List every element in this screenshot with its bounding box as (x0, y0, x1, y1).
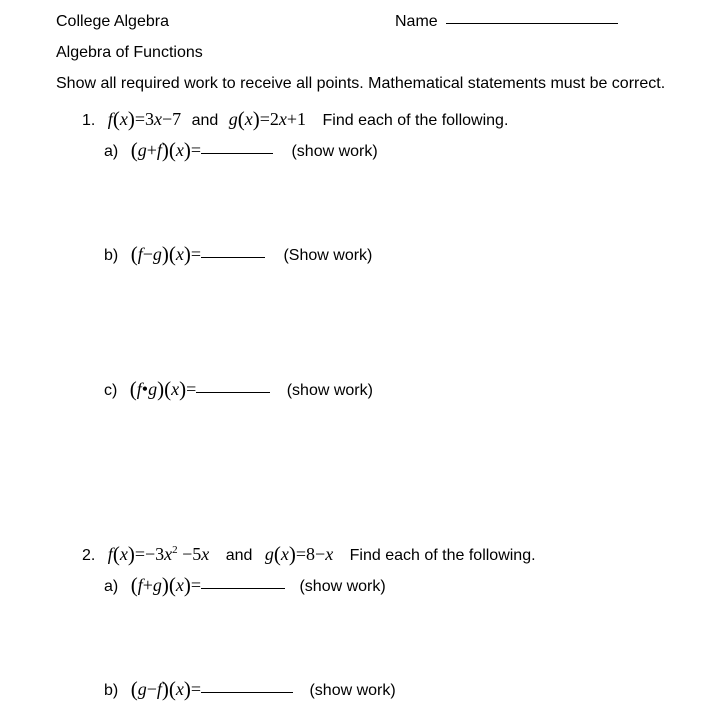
question-prompt: Find each of the following. (322, 112, 509, 129)
answer-blank[interactable] (201, 256, 265, 258)
question-prompt: Find each of the following. (349, 547, 536, 564)
part-label: b) (104, 247, 119, 264)
part-2b (104, 678, 396, 700)
answer-blank[interactable] (201, 691, 293, 693)
topic-title: Algebra of Functions (56, 44, 203, 61)
answer-blank[interactable] (201, 152, 273, 154)
answer-blank[interactable] (201, 587, 285, 589)
part-label: b) (104, 682, 119, 699)
part-label: a) (104, 143, 119, 160)
work-hint: (show work) (309, 682, 396, 699)
part-1b (104, 243, 372, 265)
instructions: Show all required work to receive all points. Mathematical statements must be correct. (56, 75, 666, 92)
name-blank[interactable] (446, 22, 618, 24)
part-expression: (g+f)(x)= (130, 138, 202, 162)
part-2a (104, 574, 386, 596)
work-hint: (show work) (299, 578, 386, 595)
work-hint: (Show work) (283, 247, 373, 264)
work-hint: (show work) (291, 143, 378, 160)
answer-blank[interactable] (196, 391, 270, 393)
part-expression: (g−f)(x)= (130, 677, 202, 701)
conjunction: and (191, 112, 219, 129)
name-field[interactable] (395, 13, 618, 31)
function-g-definition: g(x)=8−x (264, 542, 334, 566)
function-g-definition: g(x)=2x+1 (228, 107, 307, 131)
question-number: 1. (82, 112, 96, 129)
part-1c (104, 378, 373, 400)
part-expression: (f−g)(x)= (130, 242, 202, 266)
name-label: Name (395, 13, 438, 30)
part-label: a) (104, 578, 119, 595)
conjunction: and (225, 547, 253, 564)
course-title: College Algebra (56, 13, 169, 30)
part-expression: (f•g)(x)= (129, 377, 197, 401)
part-1a (104, 139, 378, 161)
question-2 (82, 543, 536, 565)
function-f-definition: $f(x)=-3x^2 -5x$ (107, 542, 210, 566)
part-label: c) (104, 382, 118, 399)
question-1 (82, 108, 508, 130)
part-expression: (f+g)(x)= (130, 573, 202, 597)
work-hint: (show work) (286, 382, 373, 399)
function-f-definition: f(x)=3x−7 (107, 107, 182, 131)
question-number: 2. (82, 547, 96, 564)
